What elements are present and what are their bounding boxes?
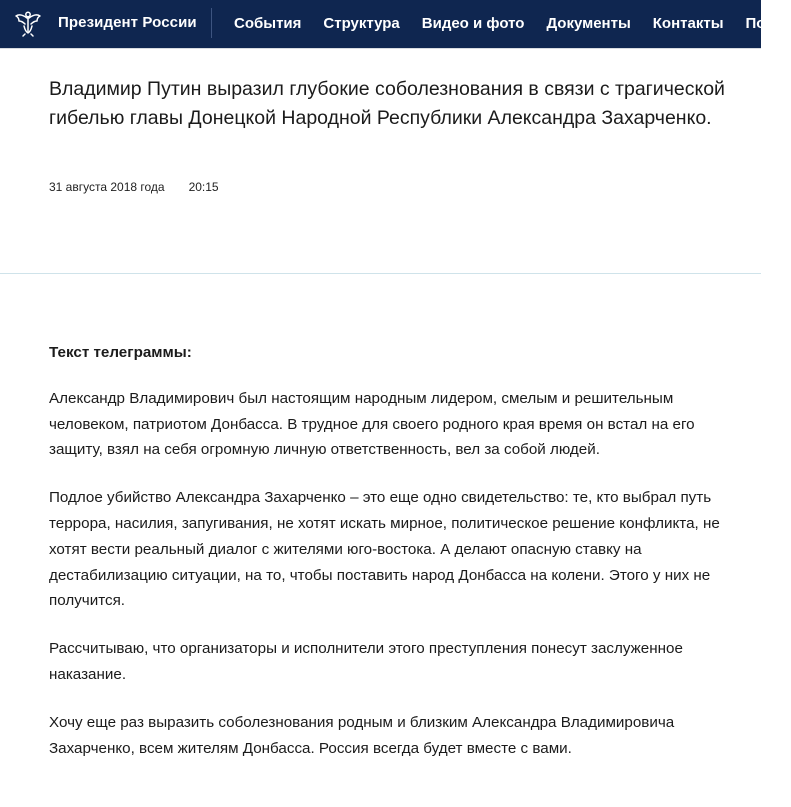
article-time: 20:15	[188, 180, 219, 194]
article-title: Владимир Путин выразил глубокие соболезнования в связи с трагической гибелью главы Донецкой Народной Республики Александра Захарченко.	[49, 78, 725, 129]
header-bottom-line	[0, 48, 761, 49]
site-brand-link[interactable]: Президент России	[58, 14, 197, 31]
article-paragraph: Хочу еще раз выразить соболезнования родным и близким Александра Владимировича Захарченко, всем жителям Донбасса. Россия всегда будет вместе с вами.	[49, 713, 675, 757]
brand-separator	[211, 8, 212, 38]
article-paragraph: Рассчитываю, что организаторы и исполнители этого преступления понесут заслуженное наказание.	[49, 640, 683, 683]
nav-structure[interactable]: Структура	[323, 15, 400, 32]
main-navigation	[234, 0, 791, 48]
article-date: 31 августа 2018 года	[49, 180, 165, 194]
nav-search[interactable]: Поиск	[745, 15, 791, 32]
article-paragraph: Александр Владимирович был настоящим народным лидером, смелым и решительным человеком, патриотом Донбасса. В трудное для своего родного края время он встал на его защиту, взял на себя огромную личную ответственность, вел за собой людей.	[49, 389, 695, 459]
nav-events[interactable]: События	[234, 15, 302, 32]
eagle-emblem-icon[interactable]	[12, 7, 44, 39]
nav-video-photo[interactable]: Видео и фото	[421, 15, 525, 32]
section-divider	[0, 273, 761, 274]
telegram-subhead: Текст телеграммы:	[49, 344, 192, 361]
nav-contacts[interactable]: Контакты	[652, 15, 724, 32]
article-paragraph: Подлое убийство Александра Захарченко – это еще одно свидетельство: те, кто выбрал путь террора, насилия, запугивания, не хотят искать мирное, политическое решение конфликта, не хотят вести реальный диалог с жителями юго-востока. А делают опасную ставку на дестабилизацию ситуации, на то, чтобы поставить народ Донбасса на колени. Этого у них не получится.	[49, 489, 720, 610]
article-body	[49, 340, 739, 783]
article-meta	[49, 180, 219, 194]
top-navigation-bar	[0, 0, 791, 48]
nav-documents[interactable]: Документы	[546, 15, 631, 32]
